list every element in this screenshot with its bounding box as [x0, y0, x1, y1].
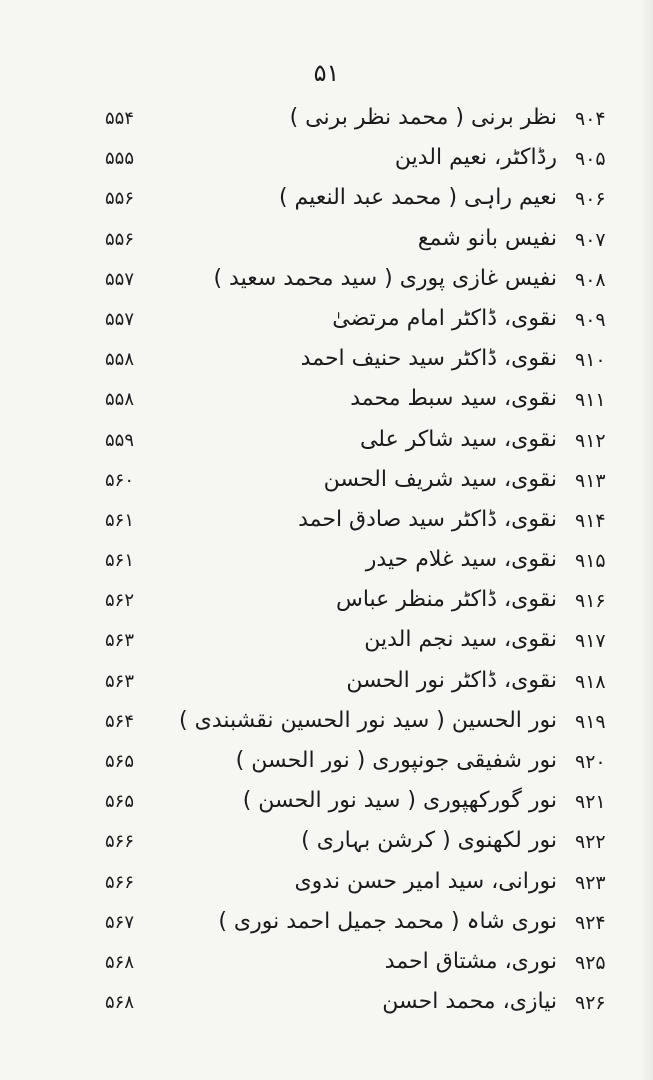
entry-serial: ۹۱۱ — [575, 389, 606, 412]
entry-page-number: ۵۶۱ — [105, 509, 135, 531]
entry-name: نوری، مشتاق احمد — [384, 948, 557, 974]
entry-serial: ۹۰۴ — [575, 108, 606, 130]
entry-page-number: ۵۶۳ — [105, 670, 135, 692]
entry-page-number: ۵۵۹ — [105, 429, 135, 451]
entry-serial: ۹۱۶ — [575, 590, 606, 613]
index-entry — [0, 985, 653, 1025]
entry-name: نور الحسین ( سید نور الحسین نقشبندی ) — [179, 707, 557, 733]
entry-page-number: ۵۶۰ — [105, 469, 135, 491]
entry-serial: ۹۰۵ — [575, 148, 606, 171]
entry-serial: ۹۱۷ — [575, 630, 606, 653]
entry-serial: ۹۰۷ — [575, 228, 606, 251]
entry-page-number: ۵۵۶ — [105, 228, 135, 250]
entry-name: نقوی، ڈاکٹر نور الحسن — [346, 667, 557, 693]
entry-serial: ۹۱۸ — [575, 670, 606, 693]
entry-name: نورانی، سید امیر حسن ندوی — [294, 868, 557, 894]
index-entry — [0, 222, 653, 262]
entry-name: نقوی، سید غلام حیدر — [365, 547, 557, 573]
index-entry — [0, 543, 653, 583]
entry-name: نقوی، ڈاکٹر سید حنیف احمد — [300, 346, 557, 372]
index-entry — [0, 945, 653, 985]
index-entry — [0, 101, 653, 141]
index-entry — [0, 463, 653, 503]
entry-page-number: ۵۵۷ — [105, 268, 135, 290]
entry-serial: ۹۱۹ — [575, 710, 606, 733]
index-entry — [0, 423, 653, 463]
entry-serial: ۹۰۸ — [575, 268, 606, 291]
entry-name: نیازی، محمد احسن — [382, 989, 557, 1015]
entry-serial: ۹۲۶ — [575, 992, 606, 1015]
entry-serial: ۹۲۴ — [575, 911, 606, 934]
entry-serial: ۹۱۲ — [575, 429, 606, 452]
entry-serial: ۹۱۴ — [575, 509, 606, 532]
index-entry — [0, 905, 653, 945]
entry-serial: ۹۲۲ — [575, 831, 606, 854]
entry-serial: ۹۲۰ — [575, 751, 606, 773]
entry-page-number: ۵۵۶ — [105, 188, 135, 210]
entry-page-number: ۵۶۱ — [105, 550, 135, 572]
entry-name: نقوی، سید شریف الحسن — [323, 466, 557, 492]
index-entry — [0, 342, 653, 382]
entry-page-number: ۵۶۵ — [105, 791, 135, 813]
entry-name: نقوی، سید نجم الدین — [364, 627, 557, 653]
entry-page-number: ۵۶۸ — [105, 951, 135, 973]
entry-page-number: ۵۶۷ — [105, 911, 135, 933]
entry-serial: ۹۱۰ — [575, 349, 606, 372]
entry-name: نور لکھنوی ( کرشن بہاری ) — [301, 828, 557, 854]
index-list — [0, 101, 653, 1025]
index-entry — [0, 704, 653, 744]
index-entry — [0, 302, 653, 342]
entry-page-number: ۵۶۳ — [105, 630, 135, 652]
entry-page-number: ۵۶۲ — [105, 590, 135, 612]
index-entry — [0, 583, 653, 623]
entry-name: نوری شاہ ( محمد جمیل احمد نوری ) — [218, 908, 557, 934]
index-entry — [0, 141, 653, 181]
entry-page-number: ۵۵۸ — [105, 389, 135, 411]
index-entry — [0, 744, 653, 784]
entry-name: نقوی، ڈاکٹر امام مرتضیٰ — [332, 305, 557, 331]
index-entry — [0, 181, 653, 221]
index-entry — [0, 382, 653, 422]
entry-serial: ۹۰۹ — [575, 308, 606, 331]
entry-name: نور گورکھپوری ( سید نور الحسن ) — [242, 788, 557, 814]
entry-serial: ۹۱۳ — [575, 469, 606, 492]
index-entry — [0, 623, 653, 663]
entry-page-number: ۵۶۶ — [105, 871, 135, 893]
index-entry — [0, 824, 653, 864]
entry-page-number: ۵۵۷ — [105, 308, 135, 330]
index-entry — [0, 664, 653, 704]
entry-name: نقوی، ڈاکٹر منظر عباس — [335, 587, 557, 613]
entry-serial: ۹۰۶ — [575, 188, 606, 211]
entry-name: نقوی، ڈاکٹر سید صادق احمد — [298, 506, 557, 532]
entry-name: رڈاکٹر، نعیم الدین — [394, 145, 557, 171]
entry-page-number: ۵۶۶ — [105, 831, 135, 853]
entry-name: نعیم راہی ( محمد عبد النعیم ) — [278, 185, 557, 211]
entry-serial: ۹۱۵ — [575, 550, 606, 573]
entry-page-number: ۵۵۸ — [105, 349, 135, 371]
index-entry — [0, 262, 653, 302]
index-entry — [0, 784, 653, 824]
entry-name: نور شفیقی جونپوری ( نور الحسن ) — [235, 748, 557, 773]
index-entry — [0, 865, 653, 905]
entry-page-number: ۵۶۸ — [105, 992, 135, 1014]
entry-page-number: ۵۵۵ — [105, 148, 135, 170]
entry-name: نفیس بانو شمع — [417, 225, 557, 251]
entry-page-number: ۵۶۵ — [105, 751, 135, 772]
entry-serial: ۹۲۱ — [575, 791, 606, 814]
entry-serial: ۹۲۵ — [575, 951, 606, 974]
entry-name: نظر برنی ( محمد نظر برنی ) — [289, 105, 557, 130]
entry-name: نقوی، سید شاکر علی — [359, 426, 557, 452]
entry-name: نفیس غازی پوری ( سید محمد سعید ) — [213, 265, 557, 291]
entry-serial: ۹۲۳ — [575, 871, 606, 894]
entry-page-number: ۵۵۴ — [105, 108, 135, 129]
index-entry — [0, 503, 653, 543]
entry-name: نقوی، سید سبط محمد — [350, 386, 557, 412]
page-number: ۵۱ — [313, 59, 340, 87]
entry-page-number: ۵۶۴ — [105, 710, 135, 732]
